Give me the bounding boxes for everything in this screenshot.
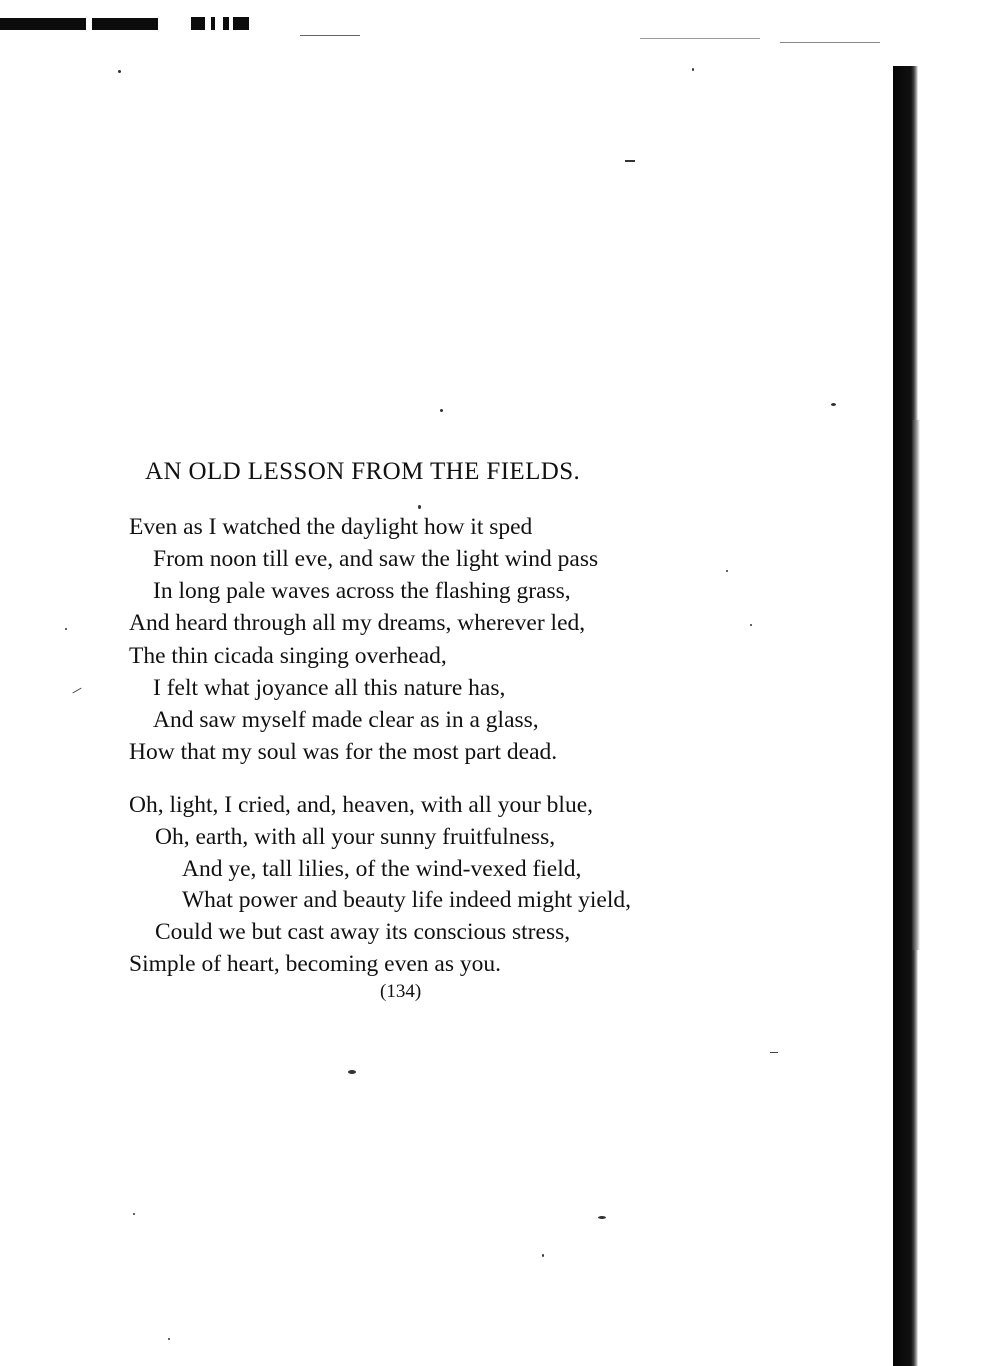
- scan-speck: [118, 70, 121, 73]
- poem-line: Could we but cast away its conscious stress,: [155, 919, 571, 945]
- scan-artifact-dash: [300, 35, 360, 36]
- poem-line: What power and beauty life indeed might yield,: [182, 887, 631, 913]
- scan-speck: [418, 505, 421, 509]
- scan-artifact-block: [223, 17, 229, 30]
- binding-gutter-edge: [912, 420, 920, 950]
- poem-line: In long pale waves across the flashing grass,: [153, 578, 571, 604]
- scan-speck: [750, 624, 752, 626]
- scan-artifact-dash: [770, 1052, 778, 1053]
- poem-title: AN OLD LESSON FROM THE FIELDS.: [145, 458, 581, 485]
- scan-artifact-block: [211, 17, 215, 30]
- poem-line: I felt what joyance all this nature has,: [153, 675, 506, 701]
- poem-line: And heard through all my dreams, wherever led,: [129, 610, 586, 636]
- poem-line: From noon till eve, and saw the light wind pass: [153, 546, 599, 572]
- scan-speck: [625, 160, 635, 162]
- scan-speck: [692, 68, 694, 71]
- scan-speck: [440, 409, 443, 412]
- poem-line: How that my soul was for the most part dead.: [129, 739, 558, 765]
- scan-artifact-dash: [640, 38, 760, 39]
- scan-artifact-top-bar: [0, 18, 158, 30]
- poem-line: Simple of heart, becoming even as you.: [129, 951, 501, 977]
- poem-line: The thin cicada singing overhead,: [129, 643, 447, 669]
- scan-speck: [65, 628, 67, 630]
- scan-speck: [168, 1338, 170, 1340]
- scan-speck: [598, 1216, 606, 1219]
- scan-speck: [726, 570, 728, 572]
- scan-artifact-block: [233, 17, 249, 30]
- scan-artifact-dash: [72, 688, 81, 694]
- poem-line: And saw myself made clear as in a glass,: [153, 707, 539, 733]
- scan-speck: [831, 403, 836, 406]
- page-number: (134): [380, 981, 422, 1002]
- scan-speck: [133, 1213, 135, 1215]
- poem-line: And ye, tall lilies, of the wind-vexed field,: [182, 856, 582, 882]
- scan-artifact-block: [191, 17, 205, 30]
- scan-artifact-dash: [780, 42, 880, 43]
- poem-line: Oh, light, I cried, and, heaven, with all your blue,: [129, 792, 593, 818]
- scan-speck: [348, 1070, 356, 1074]
- poem-line: Oh, earth, with all your sunny fruitfulness,: [155, 824, 556, 850]
- poem-line: Even as I watched the daylight how it sped: [129, 514, 533, 540]
- scan-speck: [542, 1254, 544, 1257]
